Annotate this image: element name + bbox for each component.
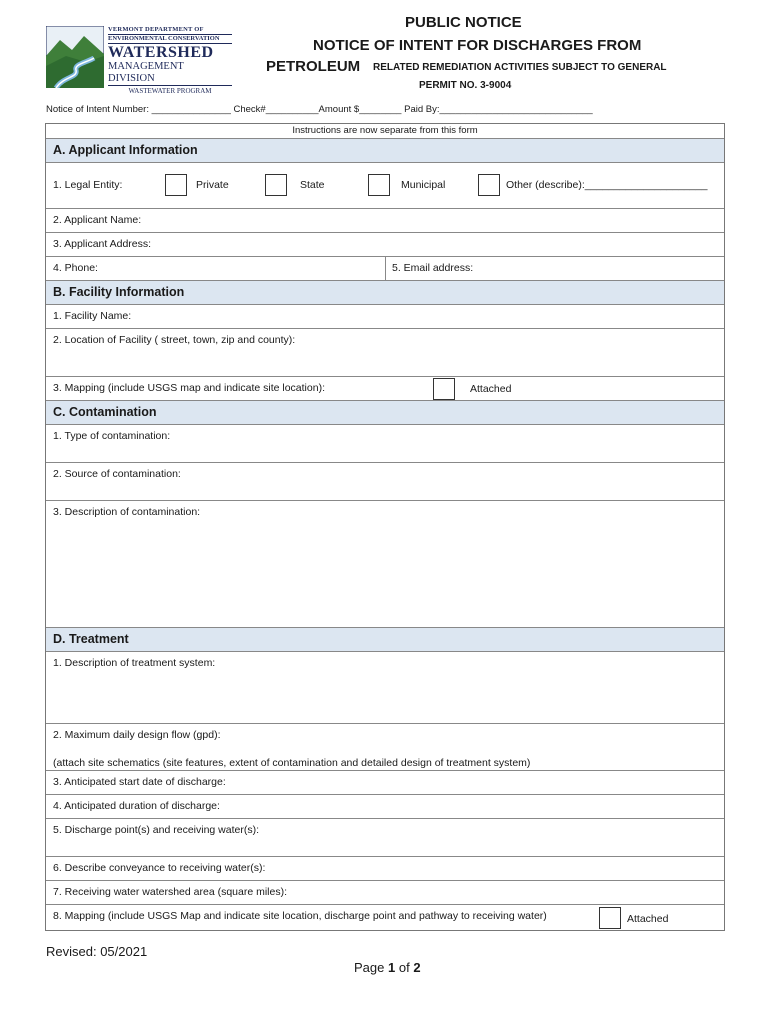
contamination-type-field[interactable] (46, 424, 724, 462)
email-label[interactable]: 5. Email address: (392, 262, 474, 274)
section-a-header (46, 138, 724, 162)
logo-line-5: WASTEWATER PROGRAM (128, 87, 212, 95)
logo-line-3: WATERSHED (108, 44, 214, 61)
header-remediation: RELATED REMEDIATION ACTIVITIES SUBJECT TO GENERAL (373, 62, 667, 73)
applicant-address-label: 3. Applicant Address: (53, 238, 152, 250)
duration-label: 4. Anticipated duration of discharge: (53, 800, 220, 812)
discharge-map-attached-checkbox[interactable] (599, 907, 621, 929)
other-describe-field[interactable]: Other (describe):_____________________ (506, 179, 708, 191)
discharge-map-attached-label: Attached (627, 913, 669, 925)
header-petroleum: PETROLEUM (266, 58, 361, 75)
state-checkbox[interactable] (265, 174, 287, 196)
applicant-name-label: 2. Applicant Name: (53, 214, 142, 226)
phone-email-row (46, 256, 724, 280)
facility-location-field[interactable] (46, 328, 724, 376)
logo-line-1: VERMONT DEPARTMENT OF (108, 26, 232, 35)
page-number (354, 960, 421, 975)
watershed-logo (46, 26, 232, 95)
contamination-source-field[interactable] (46, 462, 724, 500)
watershed-area-field[interactable] (46, 880, 724, 904)
discharge-points-label: 5. Discharge point(s) and receiving water(s): (53, 824, 260, 836)
municipal-checkbox[interactable] (368, 174, 390, 196)
state-label: State (300, 179, 325, 191)
page-of: of (398, 960, 410, 975)
municipal-label: Municipal (401, 179, 446, 191)
max-daily-flow-field[interactable] (46, 723, 724, 770)
watershed-area-label: 7. Receiving water watershed area (square miles): (53, 886, 288, 898)
facility-mapping-label: 3. Mapping (include USGS map and indicate site location): (53, 382, 325, 394)
revised-date: Revised: 05/2021 (46, 944, 148, 959)
discharge-mapping-row (46, 904, 724, 930)
header-permit-number: PERMIT NO. 3-9004 (419, 80, 512, 91)
facility-map-attached-label: Attached (470, 383, 512, 395)
start-date-label: 3. Anticipated start date of discharge: (53, 776, 226, 788)
phone-label[interactable]: 4. Phone: (53, 262, 98, 274)
legal-entity-label: 1. Legal Entity: (53, 179, 123, 191)
noi-form (45, 123, 725, 931)
conveyance-field[interactable] (46, 856, 724, 880)
section-c-header (46, 400, 724, 424)
page-total: 2 (413, 960, 421, 975)
private-label: Private (196, 179, 229, 191)
facility-location-label: 2. Location of Facility ( street, town, zip and county): (53, 334, 296, 346)
section-b-title: B. Facility Information (53, 285, 185, 299)
logo-line-4: MANAGEMENT DIVISION (108, 61, 232, 86)
notice-of-intent-line[interactable]: Notice of Intent Number: _______________ Check#__________Amount $________ Paid By:_____________________________ (46, 104, 593, 115)
facility-map-attached-checkbox[interactable] (433, 378, 455, 400)
applicant-name-field[interactable] (46, 208, 724, 232)
contamination-description-label: 3. Description of contamination: (53, 506, 201, 518)
facility-name-label: 1. Facility Name: (53, 310, 132, 322)
section-a-title: A. Applicant Information (53, 143, 198, 157)
header-notice-of-intent: NOTICE OF INTENT FOR DISCHARGES FROM (313, 37, 642, 54)
treatment-system-label: 1. Description of treatment system: (53, 657, 216, 669)
other-checkbox[interactable] (478, 174, 500, 196)
instructions-text: Instructions are now separate from this form (292, 125, 478, 136)
logo-line-2: ENVIRONMENTAL CONSERVATION (108, 35, 232, 44)
site-schematics-note: (attach site schematics (site features, extent of contamination and detailed design of treatment system) (53, 757, 531, 769)
facility-name-field[interactable] (46, 304, 724, 328)
section-d-header (46, 627, 724, 651)
landscape-logo-icon (46, 26, 104, 88)
section-d-title: D. Treatment (53, 632, 129, 646)
page-current: 1 (388, 960, 396, 975)
contamination-description-field[interactable] (46, 500, 724, 627)
contamination-type-label: 1. Type of contamination: (53, 430, 171, 442)
logo-wordmark (108, 26, 232, 97)
discharge-mapping-label: 8. Mapping (include USGS Map and indicate site location, discharge point and pathway to receiving water) (53, 910, 547, 922)
conveyance-label: 6. Describe conveyance to receiving water(s): (53, 862, 266, 874)
section-c-title: C. Contamination (53, 405, 157, 419)
header-public-notice: PUBLIC NOTICE (405, 14, 522, 31)
start-date-field[interactable] (46, 770, 724, 794)
contamination-source-label: 2. Source of contamination: (53, 468, 181, 480)
page-word: Page (354, 960, 385, 975)
duration-field[interactable] (46, 794, 724, 818)
treatment-system-field[interactable] (46, 651, 724, 723)
private-checkbox[interactable] (165, 174, 187, 196)
max-daily-flow-label: 2. Maximum daily design flow (gpd): (53, 729, 221, 741)
section-b-header (46, 280, 724, 304)
facility-mapping-row (46, 376, 724, 400)
legal-entity-row (46, 162, 724, 208)
phone-email-divider (385, 257, 386, 280)
applicant-address-field[interactable] (46, 232, 724, 256)
discharge-points-field[interactable] (46, 818, 724, 856)
instructions-row (46, 124, 724, 138)
